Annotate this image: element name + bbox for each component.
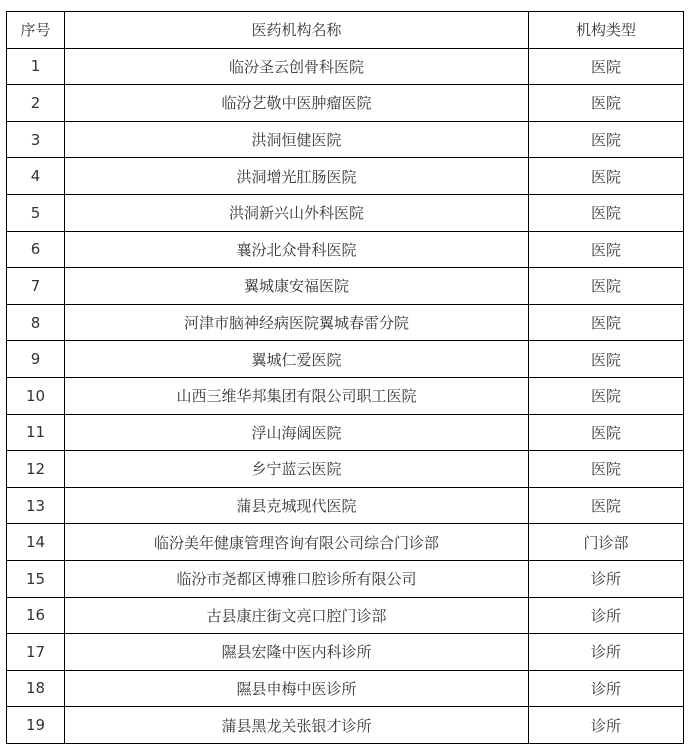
table-row bbox=[7, 268, 684, 305]
cell-name: 隰县申梅中医诊所 bbox=[65, 670, 529, 707]
cell-type: 医院 bbox=[529, 304, 684, 341]
cell-name: 山西三维华邦集团有限公司职工医院 bbox=[65, 377, 529, 414]
cell-type: 医院 bbox=[529, 158, 684, 195]
cell-type: 医院 bbox=[529, 414, 684, 451]
table-row bbox=[7, 48, 684, 85]
cell-name: 乡宁蓝云医院 bbox=[65, 451, 529, 488]
cell-type: 诊所 bbox=[529, 560, 684, 597]
institution-table-container bbox=[6, 11, 684, 744]
cell-name: 蒲县黑龙关张银才诊所 bbox=[65, 707, 529, 744]
table-row bbox=[7, 85, 684, 122]
cell-index: 3 bbox=[7, 121, 65, 158]
table-row bbox=[7, 414, 684, 451]
cell-index: 7 bbox=[7, 268, 65, 305]
cell-name: 河津市脑神经病医院翼城春雷分院 bbox=[65, 304, 529, 341]
cell-index: 1 bbox=[7, 48, 65, 85]
cell-name: 临汾艺敬中医肿瘤医院 bbox=[65, 85, 529, 122]
cell-index: 4 bbox=[7, 158, 65, 195]
institution-table bbox=[6, 11, 684, 744]
cell-name: 翼城康安福医院 bbox=[65, 268, 529, 305]
cell-type: 医院 bbox=[529, 121, 684, 158]
cell-name: 洪洞恒健医院 bbox=[65, 121, 529, 158]
cell-type: 诊所 bbox=[529, 634, 684, 671]
cell-type: 医院 bbox=[529, 268, 684, 305]
table-row bbox=[7, 341, 684, 378]
cell-name: 洪洞新兴山外科医院 bbox=[65, 194, 529, 231]
cell-index: 11 bbox=[7, 414, 65, 451]
table-row bbox=[7, 451, 684, 488]
cell-type: 医院 bbox=[529, 341, 684, 378]
cell-index: 19 bbox=[7, 707, 65, 744]
cell-type: 医院 bbox=[529, 48, 684, 85]
cell-index: 12 bbox=[7, 451, 65, 488]
cell-name: 洪洞增光肛肠医院 bbox=[65, 158, 529, 195]
table-row bbox=[7, 194, 684, 231]
cell-index: 17 bbox=[7, 634, 65, 671]
cell-index: 13 bbox=[7, 487, 65, 524]
table-row bbox=[7, 231, 684, 268]
cell-index: 15 bbox=[7, 560, 65, 597]
table-row bbox=[7, 524, 684, 561]
cell-index: 9 bbox=[7, 341, 65, 378]
cell-index: 5 bbox=[7, 194, 65, 231]
cell-type: 医院 bbox=[529, 194, 684, 231]
header-type: 机构类型 bbox=[529, 12, 684, 49]
table-row bbox=[7, 377, 684, 414]
cell-type: 医院 bbox=[529, 487, 684, 524]
table-row bbox=[7, 121, 684, 158]
cell-name: 翼城仁爱医院 bbox=[65, 341, 529, 378]
table-row bbox=[7, 560, 684, 597]
cell-index: 8 bbox=[7, 304, 65, 341]
table-header-row bbox=[7, 12, 684, 49]
cell-name: 襄汾北众骨科医院 bbox=[65, 231, 529, 268]
table-row bbox=[7, 597, 684, 634]
cell-index: 14 bbox=[7, 524, 65, 561]
table-row bbox=[7, 158, 684, 195]
cell-name: 蒲县克城现代医院 bbox=[65, 487, 529, 524]
cell-name: 临汾圣云创骨科医院 bbox=[65, 48, 529, 85]
cell-type: 门诊部 bbox=[529, 524, 684, 561]
cell-index: 2 bbox=[7, 85, 65, 122]
cell-type: 诊所 bbox=[529, 707, 684, 744]
cell-type: 诊所 bbox=[529, 670, 684, 707]
header-index: 序号 bbox=[7, 12, 65, 49]
cell-type: 医院 bbox=[529, 231, 684, 268]
cell-index: 6 bbox=[7, 231, 65, 268]
cell-index: 18 bbox=[7, 670, 65, 707]
cell-type: 诊所 bbox=[529, 597, 684, 634]
cell-type: 医院 bbox=[529, 85, 684, 122]
cell-type: 医院 bbox=[529, 377, 684, 414]
table-row bbox=[7, 707, 684, 744]
cell-index: 16 bbox=[7, 597, 65, 634]
cell-name: 临汾市尧都区博雅口腔诊所有限公司 bbox=[65, 560, 529, 597]
cell-name: 临汾美年健康管理咨询有限公司综合门诊部 bbox=[65, 524, 529, 561]
cell-name: 古县康庄街文亮口腔门诊部 bbox=[65, 597, 529, 634]
cell-index: 10 bbox=[7, 377, 65, 414]
table-row bbox=[7, 670, 684, 707]
cell-type: 医院 bbox=[529, 451, 684, 488]
header-name: 医药机构名称 bbox=[65, 12, 529, 49]
table-row bbox=[7, 304, 684, 341]
cell-name: 隰县宏隆中医内科诊所 bbox=[65, 634, 529, 671]
cell-name: 浮山海阔医院 bbox=[65, 414, 529, 451]
table-row bbox=[7, 634, 684, 671]
table-row bbox=[7, 487, 684, 524]
